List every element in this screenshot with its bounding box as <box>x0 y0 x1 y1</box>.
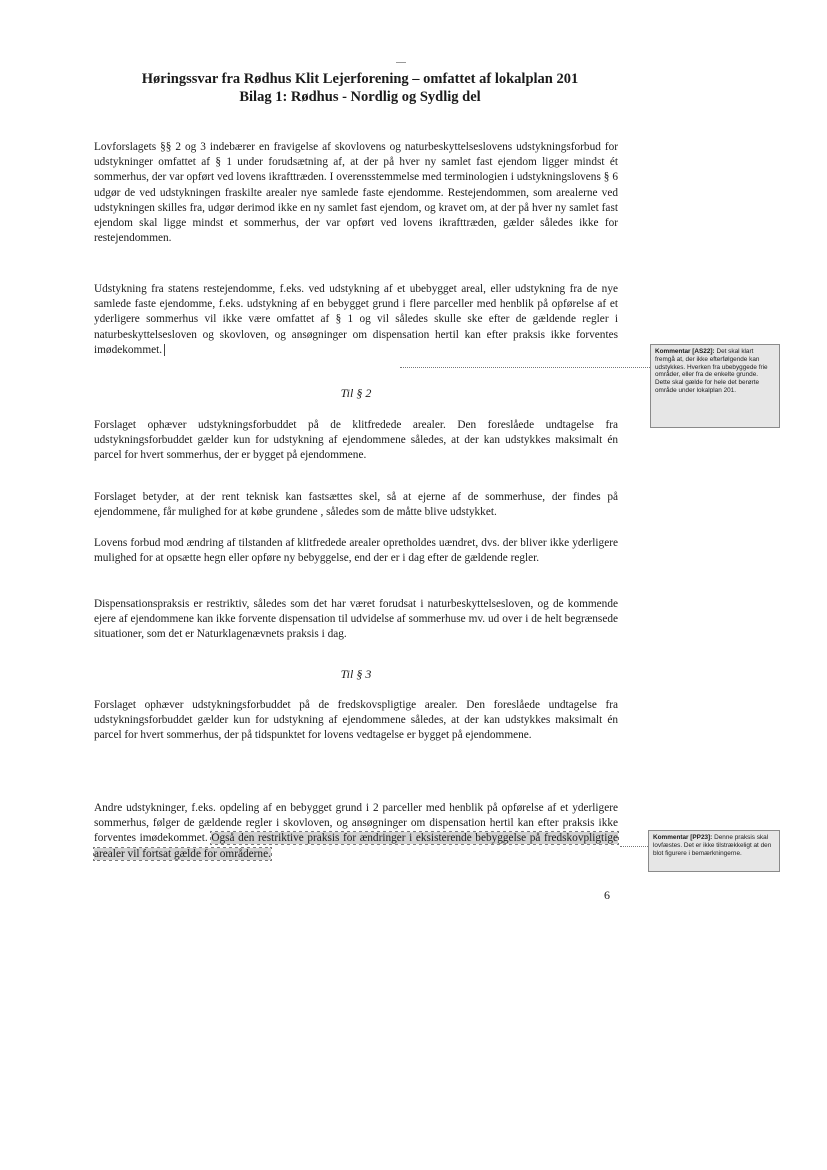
paragraph-1: Lovforslagets §§ 2 og 3 indebærer en fravigelse af skovlovens og naturbeskyttelseslovens udstykningsforbud for udstykninger omfattet af § 1 under forudsætning af, at der på hver ny samlet fast ejendom ligger mindst ét sommerhus, der var opført ved lovens ikrafttræden. I overensstemmelse med terminologien i udstykningslovens § 6 udgør de ved udstykningen fraskilte arealer nye samlede faste ejendomme. Restejendommen, som arealerne ved udstykningen skilles fra, udgør derimod ikke en ny samlet fast ejendom, og kravet om, at der på hver ny samlet fast ejendom skal ligge mindst et sommerhus, der var opført ved lovens ikrafttræden, gælder således ikke for restejendommen. <box>94 141 618 245</box>
scan-mark <box>396 62 406 63</box>
paragraph-2 <box>94 282 618 358</box>
comment-as22-text: Det skal klart fremgå at, der ikke efterfølgende kan udstykkes. Hverken fra ubebyggede frie områder, eller fra de enkelte grunde. Dette skal gælde for hele det berørte område under lokalplan 201. <box>655 348 768 394</box>
document-title <box>110 70 610 106</box>
page-number: 6 <box>604 888 610 902</box>
highlighted-text-pp23: Også den restriktive praksis for ændringer i eksisterende bebyggelse på fredskovpligtige arealer vil fortsat gælde for områderne. <box>94 832 618 860</box>
paragraph-8-text: Andre udstykninger, f.eks. opdeling af en bebygget grund i 2 parceller med henblik på opførelse af et yderligere sommerhus, følger de gældende regler i skovloven, og ansøgninger om dispensation hertil kan efter praksis ikke forventes imødekommet. <box>94 802 618 845</box>
comment-as22-label: Kommentar [AS22]: <box>655 348 715 355</box>
paragraph-4: Forslaget betyder, at der rent teknisk kan fastsættes skel, så at ejerne af de sommerhuse, der findes på ejendommene, får mulighed for at købe grundene , således som de måtte blive udstykket. <box>94 491 618 519</box>
comment-pp23-label: Kommentar [PP23]: <box>653 834 713 841</box>
comment-connector-pp23 <box>620 846 648 847</box>
paragraph-8 <box>94 801 618 862</box>
paragraph-2-text: Udstykning fra statens restejendomme, f.eks. ved udstykning af et ubebygget areal, eller udstykning fra de nye samlede faste ejendomme, f.eks. udstykning af en bebygget grund i flere parceller med henblik på opførelse af et yderligere sommerhus vil ikke være omfattet af § 1 og vil således skulle ske efter de gældende regler i naturbeskyttelsesloven og skovloven, og ansøgninger om dispensation hertil kan efter praksis ikke forventes imødekommet. <box>94 283 618 356</box>
paragraph-5: Lovens forbud mod ændring af tilstanden af klitfredede arealer opretholdes uændret, dvs. der bliver ikke yderligere mulighed for at opsætte hegn eller opføre ny bebyggelse, end der er i dag efter de gældende regler. <box>94 537 618 565</box>
heading-til-2: Til § 2 <box>340 386 372 400</box>
comment-as22[interactable] <box>650 344 780 428</box>
paragraph-3: Forslaget ophæver udstykningsforbuddet på de klitfredede arealer. Den foreslåede undtagelse fra udstykningsforbuddet gælder kun for udstykning af ejendommene således, at der kan udstykkes maksimalt én parcel for hvert sommerhus, der er bygget på ejendommene. <box>94 419 618 462</box>
paragraph-7: Forslaget ophæver udstykningsforbuddet på de fredskovspligtige arealer. Den foreslåede undtagelse fra udstykningsforbuddet gælder kun for udstykning af ejendommene således, at der kan udstykkes maksimalt én parcel for hvert sommerhus, der på tidspunktet for lovens vedtagelse er bygget på ejendommene. <box>94 699 618 742</box>
comment-pp23-text: Denne praksis skal lovfæstes. Det er ikke tilstrækkeligt at den blot figurere i bemærkningerne. <box>653 834 772 857</box>
title-line-1: Høringssvar fra Rødhus Klit Lejerforening – omfattet af lokalplan 201 <box>141 71 579 87</box>
comment-pp23[interactable] <box>648 830 780 872</box>
comment-anchor-as22 <box>164 344 165 356</box>
heading-til-3: Til § 3 <box>340 667 372 681</box>
title-line-2: Bilag 1: Rødhus - Nordlig og Sydlig del <box>239 89 481 105</box>
comment-connector-as22 <box>400 367 650 368</box>
paragraph-6: Dispensationspraksis er restriktiv, således som det har været forudsat i naturbeskyttelsesloven, og de kommende ejere af ejendommene kan ikke forvente dispensation til udvidelse af sommerhuse mv. ud over i de helt begrænsede situationer, som det er Naturklagenævnets praksis i dag. <box>94 598 618 641</box>
